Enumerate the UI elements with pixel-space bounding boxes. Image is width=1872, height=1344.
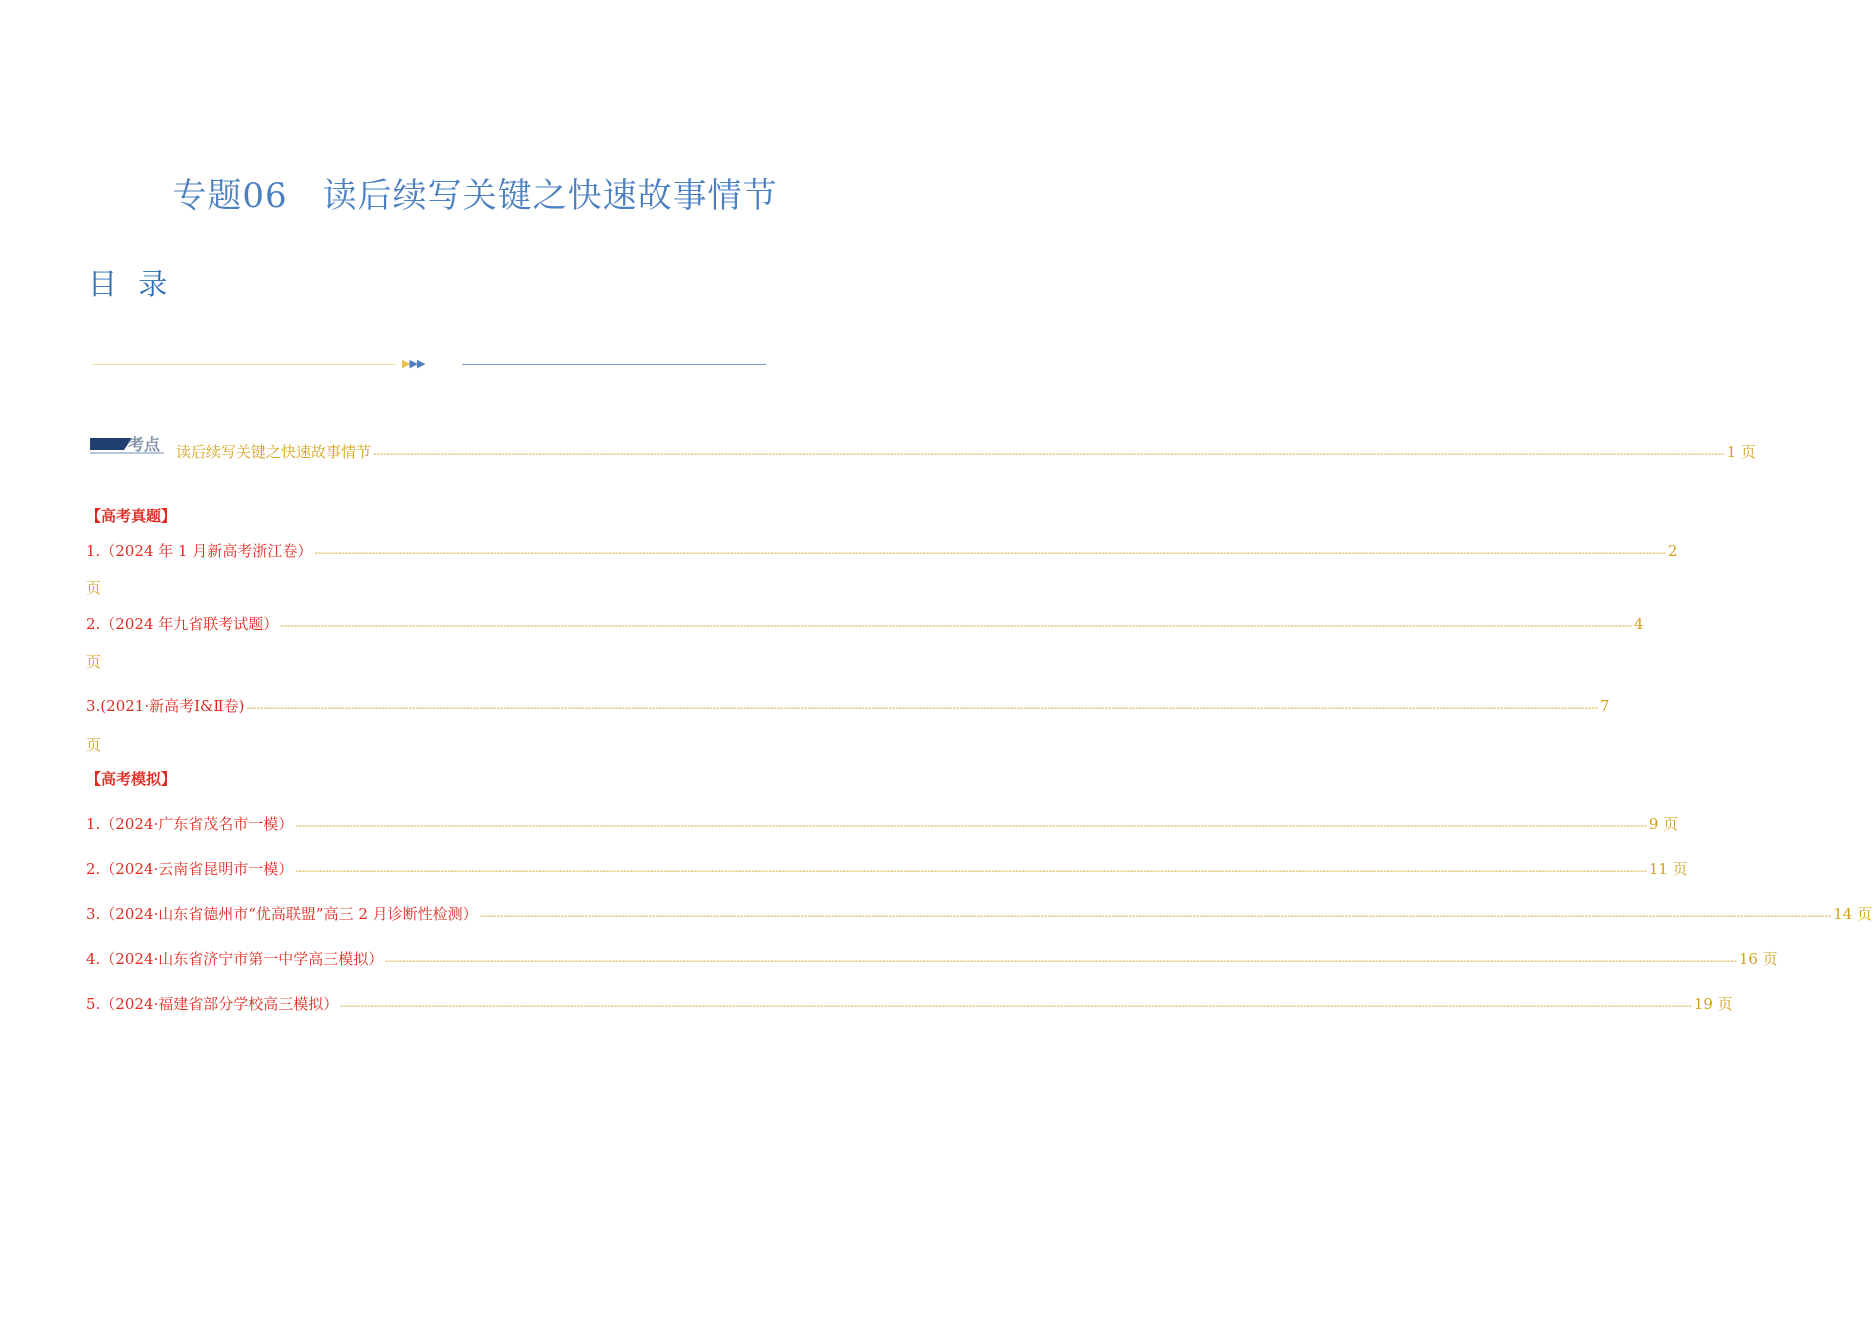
toc-leader: ---------------------------------------------------------------------------------------------------------------------------------------------------------------------------------------------------------------------------------------------------------------------------------------------------------------------------------------------------------------------------------------------------------------- bbox=[246, 703, 1598, 714]
toc-entry-text: 4.（2024·山东省济宁市第一中学高三模拟） bbox=[86, 950, 384, 968]
toc-leader: ---------------------------------------------------------------------------------------------------------------------------------------------------------------------------------------------------------------------------------------------------------------------------------------------------------------------------------------------------------------------------------------------------------------- bbox=[373, 449, 1725, 460]
toc-entry-moni-3[interactable] bbox=[86, 903, 1872, 924]
section-heading-moni: 【高考模拟】 bbox=[86, 770, 177, 788]
toc-leader: ---------------------------------------------------------------------------------------------------------------------------------------------------------------------------------------------------------------------------------------------------------------------------------------------------------------------------------------------------------------------------------------------------------------- bbox=[340, 1001, 1692, 1012]
toc-page: 7 bbox=[1600, 697, 1610, 715]
toc-page: 16 页 bbox=[1738, 950, 1778, 968]
toc-page: 19 页 bbox=[1693, 995, 1733, 1013]
divider-line-left bbox=[92, 364, 396, 365]
badge-bar-icon bbox=[90, 438, 124, 450]
divider-line-right bbox=[462, 364, 766, 365]
document-title: 专题06 读后续写关键之快速故事情节 bbox=[172, 176, 778, 216]
toc-entry-text: 读后续写关键之快速故事情节 bbox=[176, 443, 372, 461]
toc-entry-text: 5.（2024·福建省部分学校高三模拟） bbox=[86, 995, 339, 1013]
toc-entry-moni-1[interactable] bbox=[86, 813, 1679, 834]
toc-leader: ---------------------------------------------------------------------------------------------------------------------------------------------------------------------------------------------------------------------------------------------------------------------------------------------------------------------------------------------------------------------------------------------------------------- bbox=[280, 621, 1632, 632]
toc-page: 2 bbox=[1667, 542, 1678, 560]
toc-leader: ---------------------------------------------------------------------------------------------------------------------------------------------------------------------------------------------------------------------------------------------------------------------------------------------------------------------------------------------------------------------------------------------------------------- bbox=[385, 956, 1737, 967]
kaodian-badge-label: 考点 bbox=[128, 435, 161, 454]
section-heading-zhenti: 【高考真题】 bbox=[86, 507, 177, 525]
toc-entry-kaodian[interactable] bbox=[176, 441, 1756, 462]
decorative-divider bbox=[92, 356, 766, 372]
toc-entry-zhenti-2[interactable] bbox=[86, 613, 1644, 634]
toc-entry-text: 2.（2024 年九省联考试题） bbox=[86, 615, 279, 633]
triple-arrow-icon: ▶▶▶ bbox=[402, 357, 425, 370]
toc-entry-moni-4[interactable] bbox=[86, 948, 1778, 969]
toc-page: 14 页 bbox=[1833, 905, 1872, 923]
toc-entry-zhenti-3[interactable] bbox=[86, 695, 1610, 716]
toc-entry-moni-2[interactable] bbox=[86, 858, 1688, 879]
toc-leader: ---------------------------------------------------------------------------------------------------------------------------------------------------------------------------------------------------------------------------------------------------------------------------------------------------------------------------------------------------------------------------------------------------------------- bbox=[479, 911, 1832, 922]
toc-page: 1 页 bbox=[1726, 443, 1756, 461]
toc-page: 4 bbox=[1633, 615, 1644, 633]
toc-heading: 目 录 bbox=[88, 267, 174, 301]
toc-leader: ---------------------------------------------------------------------------------------------------------------------------------------------------------------------------------------------------------------------------------------------------------------------------------------------------------------------------------------------------------------------------------------------------------------- bbox=[295, 821, 1647, 832]
toc-entry-text: 3.(2021·新高考Ⅰ&Ⅱ卷) bbox=[86, 697, 245, 715]
toc-leader: ---------------------------------------------------------------------------------------------------------------------------------------------------------------------------------------------------------------------------------------------------------------------------------------------------------------------------------------------------------------------------------------------------------------- bbox=[314, 548, 1666, 559]
toc-leader: ---------------------------------------------------------------------------------------------------------------------------------------------------------------------------------------------------------------------------------------------------------------------------------------------------------------------------------------------------------------------------------------------------------------- bbox=[295, 866, 1647, 877]
kaodian-badge bbox=[88, 432, 168, 458]
toc-page: 9 页 bbox=[1648, 815, 1679, 833]
toc-page-wrap: 页 bbox=[86, 579, 102, 597]
toc-page-wrap: 页 bbox=[86, 736, 102, 754]
toc-entry-text: 3.（2024·山东省德州市“优高联盟”高三 2 月诊断性检测） bbox=[86, 905, 478, 923]
toc-entry-text: 2.（2024·云南省昆明市一模） bbox=[86, 860, 294, 878]
toc-entry-text: 1.（2024·广东省茂名市一模） bbox=[86, 815, 294, 833]
toc-entry-moni-5[interactable] bbox=[86, 993, 1733, 1014]
toc-page-wrap: 页 bbox=[86, 653, 102, 671]
toc-entry-text: 1.（2024 年 1 月新高考浙江卷） bbox=[86, 542, 313, 560]
toc-page: 11 页 bbox=[1648, 860, 1688, 878]
toc-entry-zhenti-1[interactable] bbox=[86, 540, 1678, 561]
